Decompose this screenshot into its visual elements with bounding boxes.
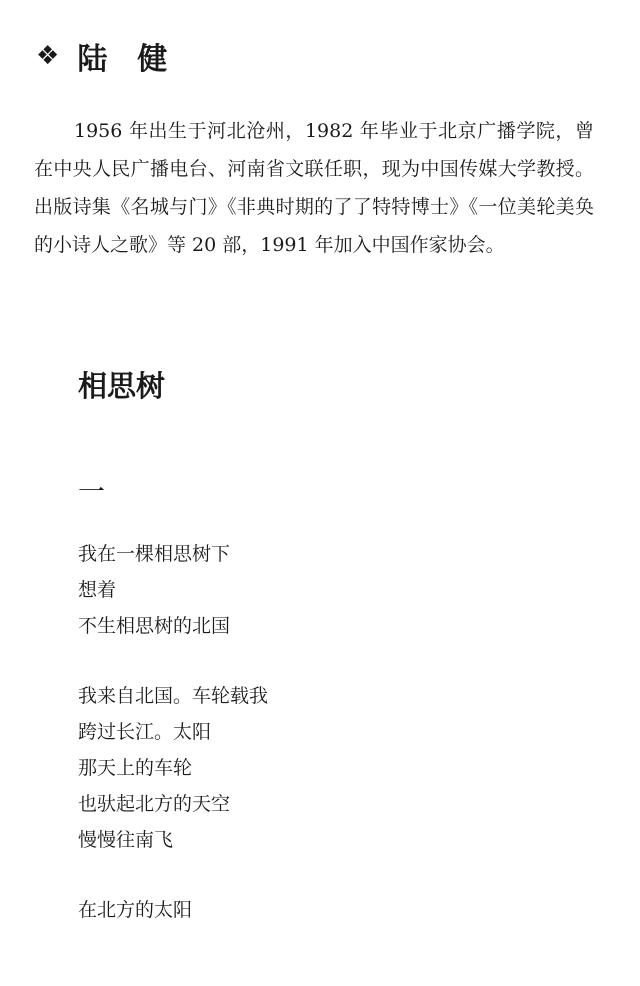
- diamond-bullet-icon: ❖: [36, 41, 60, 71]
- poem-line: 跨过长江。太阳: [78, 721, 212, 743]
- poem-line: 那天上的车轮: [78, 757, 193, 779]
- poem-line: 慢慢往南飞: [78, 829, 174, 851]
- poem-title: 相思树: [78, 369, 166, 403]
- author-heading: [36, 34, 197, 78]
- stanza: [78, 678, 578, 858]
- poem-line: 我来自北国。车轮载我: [78, 685, 269, 707]
- stanza: [78, 892, 578, 928]
- poem-line: 不生相思树的北国: [78, 615, 231, 637]
- author-name: 陆健: [77, 42, 198, 77]
- author-bio: 1956 年出生于河北沧州，1982 年毕业于北京广播学院，曾在中央人民广播电台、河南省文联任职，现为中国传媒大学教授。出版诗集《名城与门》《非典时期的了了特特博士》《一位美轮美奂的小诗人之歌》等 20 部，1991 年加入中国作家协会。: [34, 120, 594, 256]
- poem-line: 在北方的太阳: [78, 899, 193, 921]
- poem-line: 也驮起北方的天空: [78, 793, 231, 815]
- poem-section-number: 一: [78, 477, 105, 508]
- poem-line: 我在一棵相思树下: [78, 543, 231, 565]
- stanza: [78, 536, 578, 644]
- poem-body: [78, 536, 578, 962]
- poem-line: 想着: [78, 579, 117, 601]
